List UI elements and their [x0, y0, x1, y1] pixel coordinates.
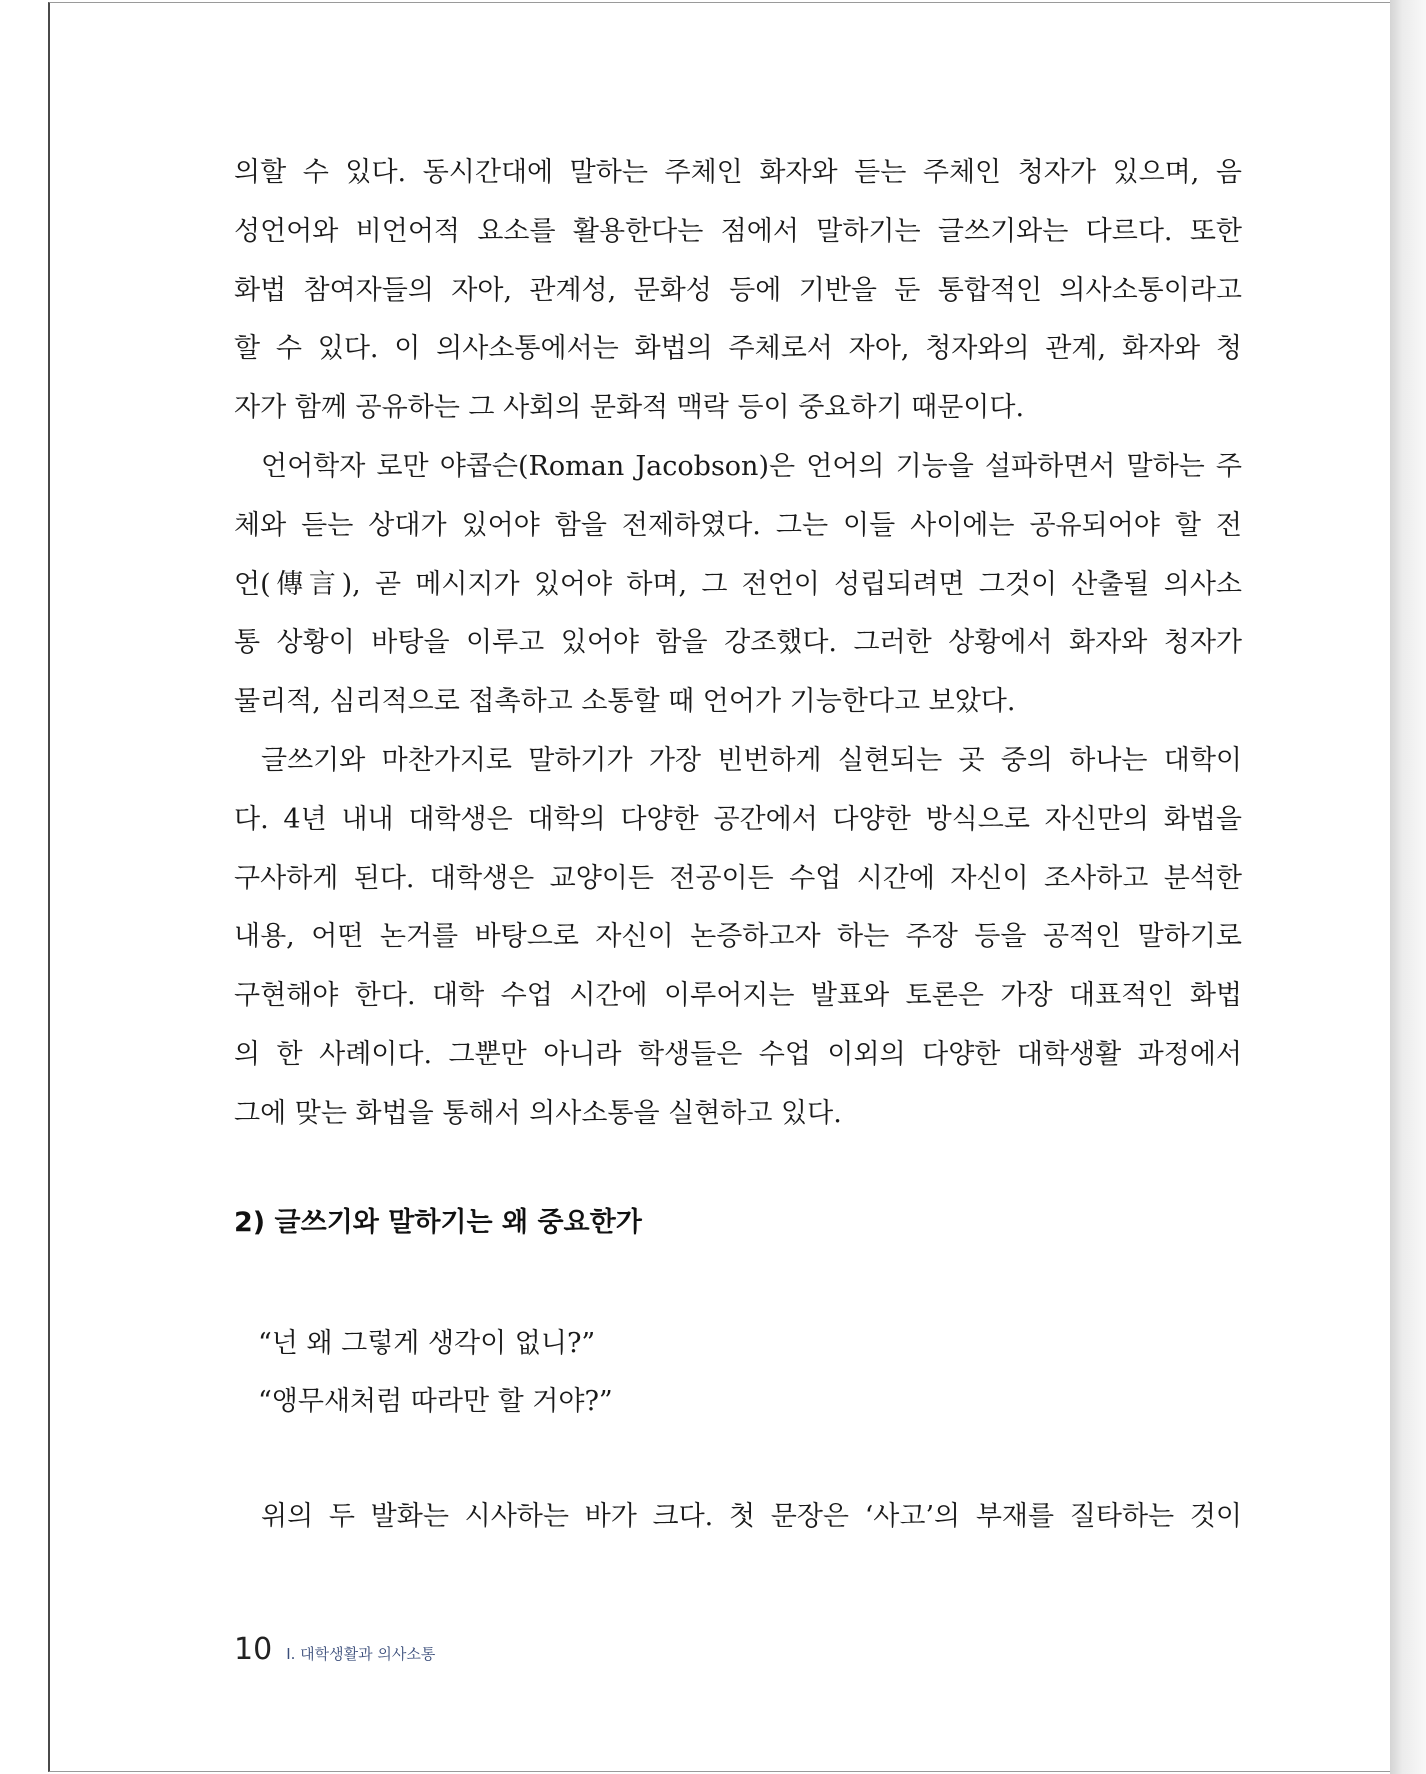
- text-line: 그에 맞는 화법을 통해서 의사소통을 실현하고 있다.: [234, 1097, 842, 1129]
- quote-line: “앵무새처럼 따라만 할 거야?”: [258, 1386, 613, 1417]
- paragraph-jakobson: [234, 438, 1242, 732]
- text-line: 의할 수 있다. 동시간대에 말하는 주체인 화자와 듣는 주체인 청자가 있으며, 음: [234, 157, 1242, 188]
- page-edge-shadow: [1390, 0, 1426, 1774]
- text-line: 체와 듣는 상대가 있어야 함을 전제하였다. 그는 이들 사이에는 공유되어야 할 전: [234, 509, 1242, 541]
- text-line: 구현해야 한다. 대학 수업 시간에 이루어지는 발표와 토론은 가장 대표적인 화법: [234, 980, 1242, 1012]
- quote-block: [258, 1315, 613, 1431]
- text-line: 위의 두 발화는 시사하는 바가 크다. 첫 문장은 ‘사고’의 부재를 질타하는 것이: [261, 1501, 1242, 1532]
- section-heading: 2) 글쓰기와 말하기는 왜 중요한가: [234, 1207, 642, 1238]
- text-line: 글쓰기와 마찬가지로 말하기가 가장 빈번하게 실현되는 곳 중의 하나는 대학이: [261, 745, 1242, 776]
- page-number: 10: [234, 1632, 273, 1667]
- text-line: 성언어와 비언어적 요소를 활용한다는 점에서 말하기는 글쓰기와는 다르다. 또한: [234, 215, 1242, 247]
- text-line: 자가 함께 공유하는 그 사회의 문화적 맥락 등이 중요하기 때문이다.: [234, 392, 1025, 424]
- paragraph-continued: [234, 144, 1242, 438]
- text-line: 할 수 있다. 이 의사소통에서는 화법의 주체로서 자아, 청자와의 관계, 화자와 청: [234, 333, 1242, 365]
- page-footer: [234, 1632, 435, 1667]
- running-chapter-title: I. 대학생활과 의사소통: [286, 1645, 436, 1663]
- text-line: 내용, 어떤 논거를 바탕으로 자신이 논증하고자 하는 주장 등을 공적인 말하기로: [234, 921, 1242, 953]
- text-line: 언(傳言), 곧 메시지가 있어야 하며, 그 전언이 성립되려면 그것이 산출될 의사소: [234, 568, 1242, 600]
- text-line: 화법 참여자들의 자아, 관계성, 문화성 등에 기반을 둔 통합적인 의사소통이라고: [234, 274, 1242, 306]
- text-line: 통 상황이 바탕을 이루고 있어야 함을 강조했다. 그러한 상황에서 화자와 청자가: [234, 627, 1242, 659]
- text-line: 언어학자 로만 야콥슨(Roman Jacobson)은 언어의 기능을 설파하면서 말하는 주: [261, 451, 1242, 482]
- quote-line: “넌 왜 그렇게 생각이 없니?”: [258, 1328, 596, 1359]
- text-line: 구사하게 된다. 대학생은 교양이든 전공이든 수업 시간에 자신이 조사하고 분석한: [234, 862, 1242, 894]
- text-line: 의 한 사례이다. 그뿐만 아니라 학생들은 수업 이외의 다양한 대학생활 과정에서: [234, 1038, 1242, 1070]
- text-line: 다. 4년 내내 대학생은 대학의 다양한 공간에서 다양한 방식으로 자신만의 화법을: [234, 803, 1242, 835]
- text-line: 물리적, 심리적으로 접촉하고 소통할 때 언어가 기능한다고 보았다.: [234, 686, 1016, 718]
- paragraph-closing: [234, 1488, 1242, 1547]
- paragraph-university-speech: [234, 732, 1242, 1144]
